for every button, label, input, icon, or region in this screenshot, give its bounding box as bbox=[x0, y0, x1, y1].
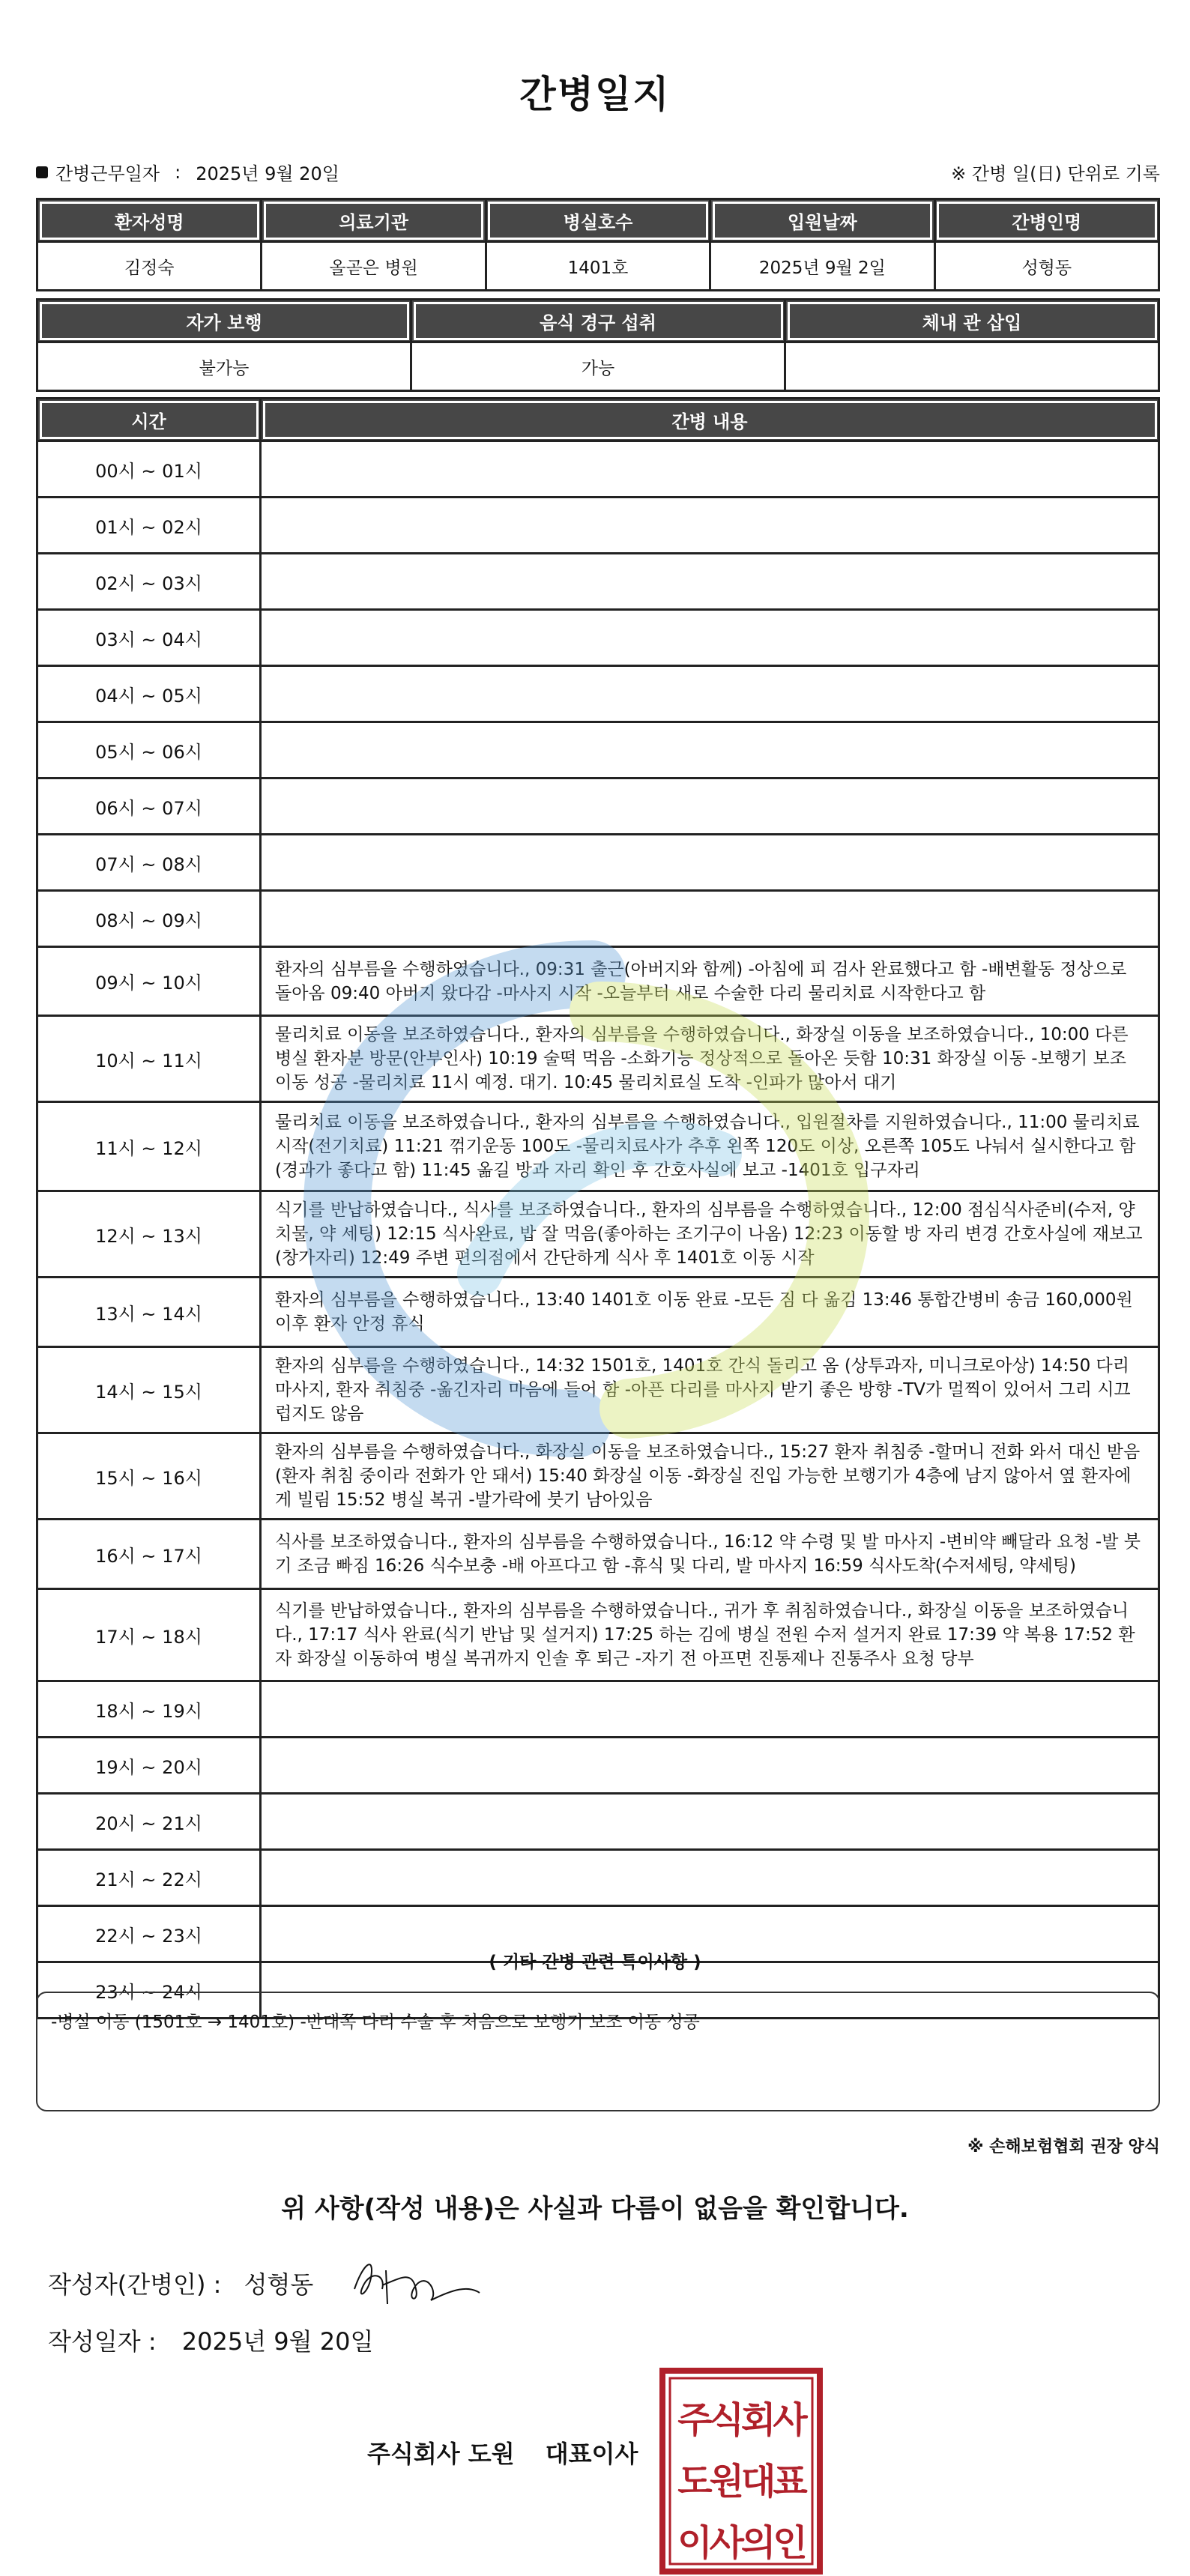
header-tube-insertion: 체내 관 삽입 bbox=[785, 300, 1159, 342]
log-content-cell bbox=[261, 666, 1159, 722]
log-time-cell: 07시 ~ 08시 bbox=[37, 835, 261, 891]
log-content-cell bbox=[261, 498, 1159, 554]
written-date-label: 작성일자 : bbox=[48, 2327, 157, 2356]
header-self-walking: 자가 보행 bbox=[37, 300, 411, 342]
header-oral-intake: 음식 경구 섭취 bbox=[411, 300, 785, 342]
log-content-cell bbox=[261, 1738, 1159, 1794]
log-content-cell bbox=[261, 610, 1159, 666]
patient-name: 김정숙 bbox=[37, 242, 262, 291]
company-row bbox=[367, 2435, 638, 2470]
log-time-cell: 00시 ~ 01시 bbox=[37, 441, 261, 498]
written-date-row bbox=[48, 2323, 373, 2357]
header-care-content: 간병 내용 bbox=[261, 399, 1159, 441]
header-hospital: 의료기관 bbox=[262, 199, 486, 242]
patient-info-table bbox=[36, 198, 1160, 291]
log-time-cell: 17시 ~ 18시 bbox=[37, 1589, 261, 1681]
company-name: 주식회사 도원 bbox=[367, 2440, 515, 2468]
log-content-cell bbox=[261, 778, 1159, 835]
tube-insertion-value bbox=[785, 342, 1159, 391]
log-content-cell: 식기를 반납하였습니다., 식사를 보조하였습니다., 환자의 심부름을 수행하였습니다., 12:00 점심식사준비(수저, 양치물, 약 세팅) 12:15 식사완료, 밥 잘 먹음(좋아하는 조기구이 나옴) 12:23 이동할 방 자리 변경 간호사실에 재보고(창가자리) 12:49 주변 편의점에서 간단하게 식사 후 1401호 이동 시작 bbox=[261, 1191, 1159, 1278]
log-time-cell: 01시 ~ 02시 bbox=[37, 498, 261, 554]
log-row bbox=[37, 498, 1159, 554]
watermark-logo-icon bbox=[255, 929, 929, 1469]
admission-date: 2025년 9월 2일 bbox=[710, 242, 934, 291]
svg-text:도원대표: 도원대표 bbox=[677, 2461, 805, 2503]
log-content-cell bbox=[261, 441, 1159, 498]
page-title: 간병일지 bbox=[519, 73, 671, 116]
log-row bbox=[37, 666, 1159, 722]
unit-note: ※ 간병 일(日) 단위로 기록 bbox=[951, 163, 1160, 184]
caregiver-name: 성형동 bbox=[934, 242, 1159, 291]
header-caregiver: 간병인명 bbox=[934, 199, 1159, 242]
log-row bbox=[37, 1794, 1159, 1850]
header-admission-date: 입원날짜 bbox=[710, 199, 934, 242]
log-time-cell: 09시 ~ 10시 bbox=[37, 947, 261, 1016]
writer-name: 성형동 bbox=[244, 2270, 314, 2299]
log-content-cell: 식기를 반납하였습니다., 환자의 심부름을 수행하였습니다., 귀가 후 취침하였습니다., 화장실 이동을 보조하였습니다., 17:17 식사 완료(식기 반납 및 설거지) 17:25 하는 김에 병실 전원 수저 설거지 완료 17:39 약 복용 17:52 환자 화장실 이동하여 병실 복귀까지 인솔 후 퇴근 -자기 전 아프면 진통제나 진통주사 요청 당부 bbox=[261, 1589, 1159, 1681]
svg-text:주식회사: 주식회사 bbox=[677, 2399, 805, 2441]
log-content-cell bbox=[261, 722, 1159, 778]
log-content-cell: 환자의 심부름을 수행하였습니다., 09:31 출근(아버지와 함께) -아침에 피 검사 완료했다고 함 -배변활동 정상으로 돌아옴 09:40 아버지 왔다감 -마사지 시작 -오늘부터 새로 수술한 다리 물리치료 시작한다고 함 bbox=[261, 947, 1159, 1016]
log-time-cell: 19시 ~ 20시 bbox=[37, 1738, 261, 1794]
self-walking-value: 불가능 bbox=[37, 342, 411, 391]
log-time-cell: 12시 ~ 13시 bbox=[37, 1191, 261, 1278]
oral-intake-value: 가능 bbox=[411, 342, 785, 391]
log-row bbox=[37, 1738, 1159, 1794]
writer-label: 작성자(간병인) : bbox=[48, 2270, 222, 2299]
log-content-cell: 환자의 심부름을 수행하였습니다., 13:40 1401호 이동 완료 -모든 짐 다 옮김 13:46 통합간병비 송금 160,000원 이후 환자 안정 휴식 bbox=[261, 1278, 1159, 1347]
log-time-cell: 03시 ~ 04시 bbox=[37, 610, 261, 666]
log-time-cell: 04시 ~ 05시 bbox=[37, 666, 261, 722]
log-row bbox=[37, 1850, 1159, 1906]
log-time-cell: 10시 ~ 11시 bbox=[37, 1016, 261, 1102]
header-room: 병실호수 bbox=[486, 199, 710, 242]
log-time-cell: 14시 ~ 15시 bbox=[37, 1347, 261, 1433]
log-row bbox=[37, 554, 1159, 610]
log-time-cell: 13시 ~ 14시 bbox=[37, 1278, 261, 1347]
log-content-cell: 물리치료 이동을 보조하였습니다., 환자의 심부름을 수행하였습니다., 입원절차를 지원하였습니다., 11:00 물리치료 시작(전기치료) 11:21 꺾기운동 100도 -물리치료사가 추후 왼쪽 120도 이상, 오른쪽 105도 나눠서 실시한다고 함(경과가 좋다고 함) 11:45 옮길 방과 자리 확인 후 간호사실에 보고 -1401호 입구자리 bbox=[261, 1102, 1159, 1191]
written-date-value: 2025년 9월 20일 bbox=[181, 2327, 374, 2356]
work-date-label: 간병근무일자 bbox=[55, 163, 160, 184]
room-number: 1401호 bbox=[486, 242, 710, 291]
company-representative: 대표이사 bbox=[545, 2440, 638, 2468]
log-content-cell bbox=[261, 1794, 1159, 1850]
log-time-cell: 02시 ~ 03시 bbox=[37, 554, 261, 610]
log-time-cell: 15시 ~ 16시 bbox=[37, 1433, 261, 1520]
patient-status-table bbox=[36, 298, 1160, 392]
log-row bbox=[37, 722, 1159, 778]
log-row bbox=[37, 778, 1159, 835]
log-content-cell bbox=[261, 835, 1159, 891]
log-content-cell bbox=[261, 1850, 1159, 1906]
log-row bbox=[37, 1589, 1159, 1681]
work-date-separator: : bbox=[175, 161, 181, 183]
log-time-cell: 08시 ~ 09시 bbox=[37, 891, 261, 947]
log-content-cell bbox=[261, 554, 1159, 610]
log-content-cell: 식사를 보조하였습니다., 환자의 심부름을 수행하였습니다., 16:12 약 수령 및 발 마사지 -변비약 빼달라 요청 -발 붓기 조금 빠짐 16:26 식수보충 -배 아프다고 함 -휴식 및 다리, 발 마사지 16:59 식사도착(수저세팅, 약세팅) bbox=[261, 1520, 1159, 1589]
log-time-cell: 22시 ~ 23시 bbox=[37, 1906, 261, 1962]
confirmation-statement: 위 사항(작성 내용)은 사실과 다름이 없음을 확인합니다. bbox=[281, 2194, 909, 2224]
log-row bbox=[37, 1681, 1159, 1738]
hospital-name: 올곧은 병원 bbox=[262, 242, 486, 291]
signature-icon bbox=[341, 2248, 483, 2315]
header-time: 시간 bbox=[37, 399, 261, 441]
header-patient-name: 환자성명 bbox=[37, 199, 262, 242]
company-seal-icon bbox=[658, 2366, 824, 2576]
writer-row bbox=[48, 2266, 313, 2300]
notes-title: ( 기타 간병 관련 특이사항 ) bbox=[489, 1953, 701, 1972]
log-time-cell: 11시 ~ 12시 bbox=[37, 1102, 261, 1191]
log-row bbox=[37, 441, 1159, 498]
log-row bbox=[37, 835, 1159, 891]
notes-box: -병실 이동 (1501호 → 1401호) -반대쪽 다리 수술 후 처음으로 보행기 보조 이동 성공 bbox=[36, 1992, 1160, 2111]
log-row bbox=[37, 610, 1159, 666]
log-time-cell: 21시 ~ 22시 bbox=[37, 1850, 261, 1906]
svg-text:이사의인: 이사의인 bbox=[677, 2522, 805, 2564]
log-time-cell: 18시 ~ 19시 bbox=[37, 1681, 261, 1738]
log-row bbox=[37, 1520, 1159, 1589]
log-content-cell: 환자의 심부름을 수행하였습니다., 14:32 1501호, 1401호 간식 돌리고 옴 (상투과자, 미니크로아상) 14:50 다리마사지, 환자 취침중 -옮긴자리 마음에 들어 함 -아픈 다리를 마사지 받기 좋은 방향 -TV가 멀찍이 있어서 그리 시끄럽지도 않음 bbox=[261, 1347, 1159, 1433]
bullet-icon bbox=[36, 166, 48, 178]
form-source-note: ※ 손해보험협회 권장 양식 bbox=[967, 2138, 1160, 2156]
work-date-value: 2025년 9월 20일 bbox=[196, 163, 339, 184]
log-time-cell: 23시 ~ 24시 bbox=[37, 1962, 261, 2019]
log-time-cell: 06시 ~ 07시 bbox=[37, 778, 261, 835]
log-time-cell: 16시 ~ 17시 bbox=[37, 1520, 261, 1589]
log-content-cell: 물리치료 이동을 보조하였습니다., 환자의 심부름을 수행하였습니다., 화장실 이동을 보조하였습니다., 10:00 다른 병실 환자분 방문(안부인사) 10:19 술떡 먹음 -소화기능 정상적으로 돌아온 듯함 10:31 화장실 이동 -보행기 보조 이동 성공 -물리치료 11시 예정. 대기. 10:45 물리치료실 도착 -인파가 많아서 대기 bbox=[261, 1016, 1159, 1102]
log-content-cell: 환자의 심부름을 수행하였습니다., 화장실 이동을 보조하였습니다., 15:27 환자 취침중 -할머니 전화 와서 대신 받음(환자 취침 중이라 전화가 안 돼서) 15:40 화장실 이동 -화장실 진입 가능한 보행기가 4층에 남지 않아서 옆 환자에게 빌림 15:52 병실 복귀 -발가락에 붓기 남아있음 bbox=[261, 1433, 1159, 1520]
log-time-cell: 20시 ~ 21시 bbox=[37, 1794, 261, 1850]
log-time-cell: 05시 ~ 06시 bbox=[37, 722, 261, 778]
log-content-cell bbox=[261, 1681, 1159, 1738]
